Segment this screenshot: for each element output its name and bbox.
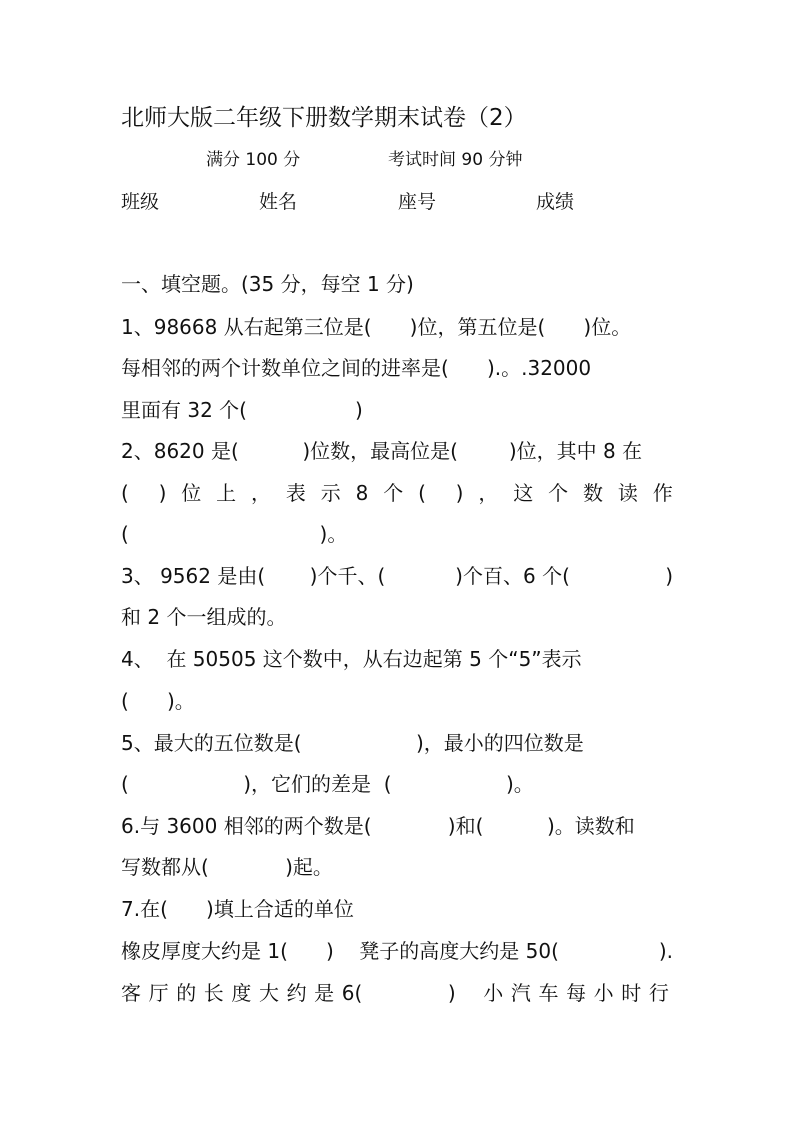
question-line: ( )。	[121, 522, 348, 546]
question-line: 6.与 3600 相邻的两个数是( )和( )。读数和	[121, 814, 635, 838]
question-line-justified: 3、 9562 是由( )个千、( )个百、6 个( )	[121, 564, 673, 588]
section-heading: 一、填空题。(35 分，每空 1 分)	[121, 272, 414, 296]
question-line: 2、8620 是( )位数，最高位是( )位，其中 8 在	[121, 439, 643, 463]
question-line: ( )，它们的差是 ( )。	[121, 772, 534, 796]
question-line-justified: ( ) 位 上 ， 表 示 8 个 ( ) ， 这 个 数 读 作	[121, 481, 673, 505]
full-score: 满分 100 分	[206, 150, 301, 170]
field-seat-label: 座号	[398, 191, 437, 213]
question-line: 1、98668 从右起第三位是( )位，第五位是( )位。	[121, 315, 632, 339]
question-line: 里面有 32 个( )	[121, 398, 363, 422]
field-score-label: 成绩	[536, 191, 575, 213]
field-name-label: 姓名	[259, 191, 298, 213]
question-line: ( )。	[121, 689, 195, 713]
exam-time: 考试时间 90 分钟	[388, 150, 523, 170]
question-line: 4、 在 50505 这个数中，从右边起第 5 个“5”表示	[121, 647, 582, 671]
question-line: 7.在( )填上合适的单位	[121, 897, 354, 921]
question-line-justified: 橡皮厚度大约是 1( ) 凳子的高度大约是 50( ).	[121, 939, 673, 963]
field-class-label: 班级	[121, 191, 160, 213]
question-line: 和 2 个一组成的。	[121, 605, 287, 629]
exam-title: 北师大版二年级下册数学期末试卷（2）	[121, 105, 527, 131]
question-line-justified: 客 厅 的 长 度 大 约 是 6( ) 小 汽 车 每 小 时 行	[121, 981, 669, 1005]
question-line: 每相邻的两个计数单位之间的进率是( ).。.32000	[121, 356, 592, 380]
question-line: 5、最大的五位数是( )，最小的四位数是	[121, 731, 584, 755]
question-line: 写数都从( )起。	[121, 855, 333, 879]
